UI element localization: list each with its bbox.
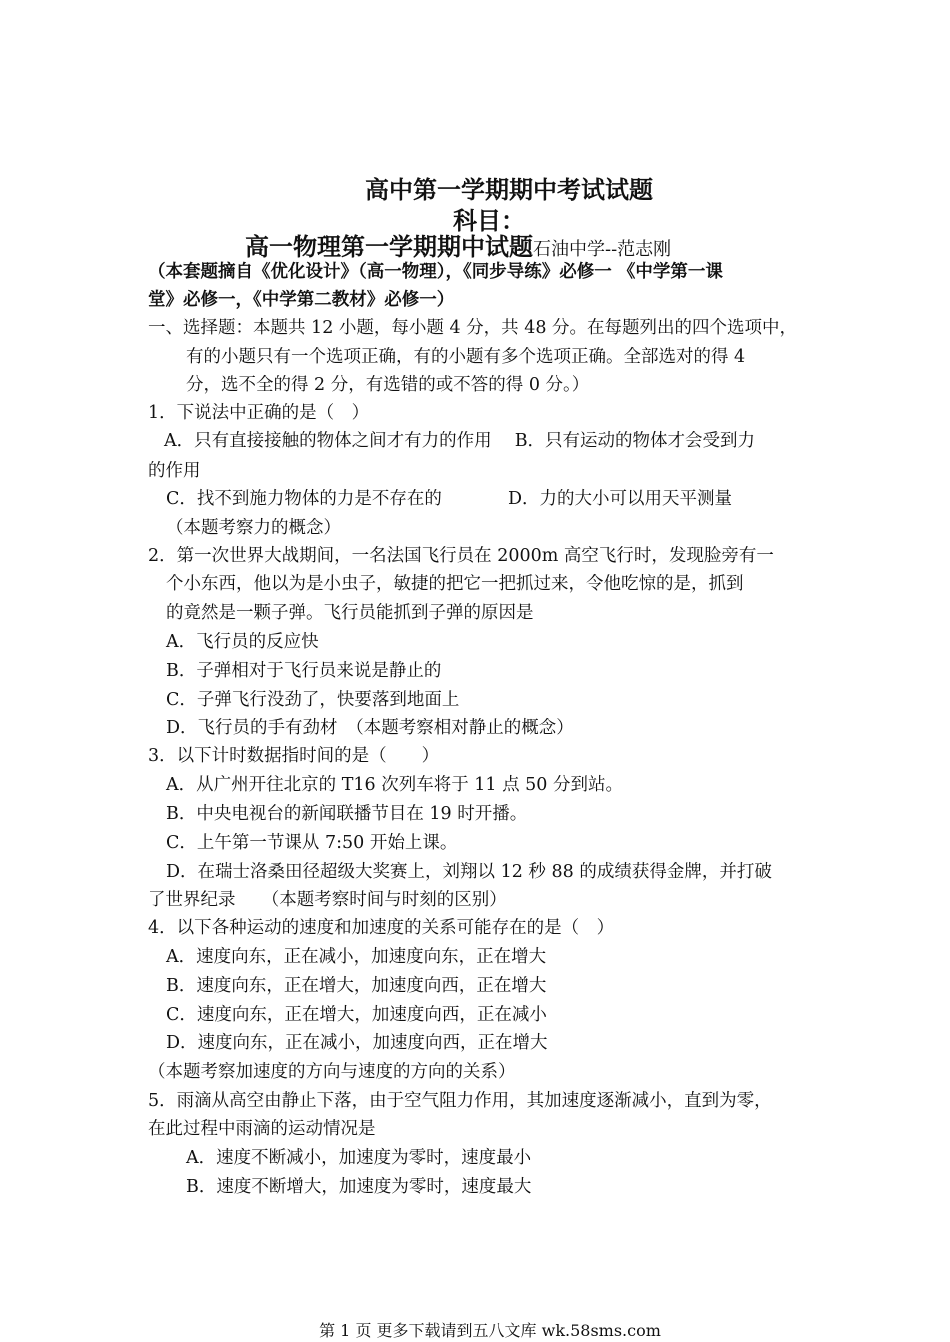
question-option: D．力的大小可以用天平测量: [508, 489, 733, 509]
question-option: A．速度不断减小，加速度为零时，速度最小: [186, 1148, 532, 1168]
question-stem: 的竟然是一颗子弹。飞行员能抓到子弹的原因是: [166, 603, 534, 623]
question-option: A．从广州开往北京的 T16 次列车将于 11 点 50 分到站。: [166, 775, 623, 795]
author-name: 石油中学--范志刚: [533, 239, 672, 260]
question-option: C．上午第一节课从 7:50 开始上课。: [166, 833, 458, 853]
question-stem: 4．以下各种运动的速度和加速度的关系可能存在的是（ ）: [148, 918, 615, 938]
question-stem: 1．下说法中正确的是（ ）: [148, 403, 370, 423]
question-stem: 2．第一次世界大战期间，一名法国飞行员在 2000m 高空飞行时，发现脸旁有一: [148, 546, 774, 566]
question-stem: 在此过程中雨滴的运动情况是: [148, 1119, 376, 1139]
question-option: A．只有直接接触的物体之间才有力的作用 B．只有运动的物体才会受到力: [164, 431, 756, 451]
question-option: B．中央电视台的新闻联播节目在 19 时开播。: [166, 804, 528, 824]
exam-title: [245, 227, 671, 262]
question-option: B．子弹相对于飞行员来说是静止的: [166, 661, 442, 681]
source-note-line: 堂》必修一，《中学第二教材》必修一）: [148, 290, 455, 310]
question-option: D．在瑞士洛桑田径超级大奖赛上，刘翔以 12 秒 88 的成绩获得金牌，并打破: [166, 862, 772, 882]
page-footer: 第 1 页 更多下载请到五八文库 wk.58sms.com: [319, 1321, 661, 1340]
question-option: 了世界纪录 （本题考察时间与时刻的区别）: [148, 890, 507, 910]
question-stem: 5．雨滴从高空由静止下落，由于空气阻力作用，其加速度逐渐减小，直到为零，: [148, 1091, 772, 1111]
question-stem: 个小东西，他以为是小虫子，敏捷的把它一把抓过来，令他吃惊的是，抓到: [166, 574, 744, 594]
page-title: 高中第一学期期中考试试题: [365, 175, 653, 204]
question-option: A．飞行员的反应快: [166, 632, 319, 652]
exam-title-text: 高一物理第一学期期中试题: [245, 232, 533, 261]
question-note: （本题考察加速度的方向与速度的方向的关系）: [148, 1062, 516, 1082]
question-option: C．找不到施力物体的力是不存在的: [166, 489, 442, 509]
question-option: D．飞行员的手有劲材 （本题考察相对静止的概念）: [166, 718, 574, 738]
question-note: （本题考察力的概念）: [166, 518, 341, 538]
question-stem: 3．以下计时数据指时间的是（ ）: [148, 746, 440, 766]
question-option: C．子弹飞行没劲了，快要落到地面上: [166, 690, 460, 710]
source-note-line: （本套题摘自《优化设计》（高一物理），《同步导练》必修一 《中学第一课: [148, 262, 723, 282]
question-option: A．速度向东，正在减小，加速度向东，正在增大: [166, 947, 547, 967]
question-option: B．速度不断增大，加速度为零时，速度最大: [186, 1177, 532, 1197]
question-option: 的作用: [148, 461, 201, 481]
section-instruction-line: 有的小题只有一个选项正确，有的小题有多个选项正确。全部选对的得 4: [186, 347, 746, 367]
question-option: B．速度向东，正在增大，加速度向西，正在增大: [166, 976, 547, 996]
question-option: D．速度向东，正在减小，加速度向西，正在增大: [166, 1033, 548, 1053]
subject-label: 科目：: [453, 206, 525, 235]
section-instruction-line: 一、选择题：本题共 12 小题，每小题 4 分，共 48 分。在每题列出的四个选项中，: [148, 318, 798, 338]
question-option: C．速度向东，正在增大，加速度向西，正在减小: [166, 1005, 547, 1025]
section-instruction-line: 分，选不全的得 2 分，有选错的或不答的得 0 分。）: [186, 375, 590, 395]
